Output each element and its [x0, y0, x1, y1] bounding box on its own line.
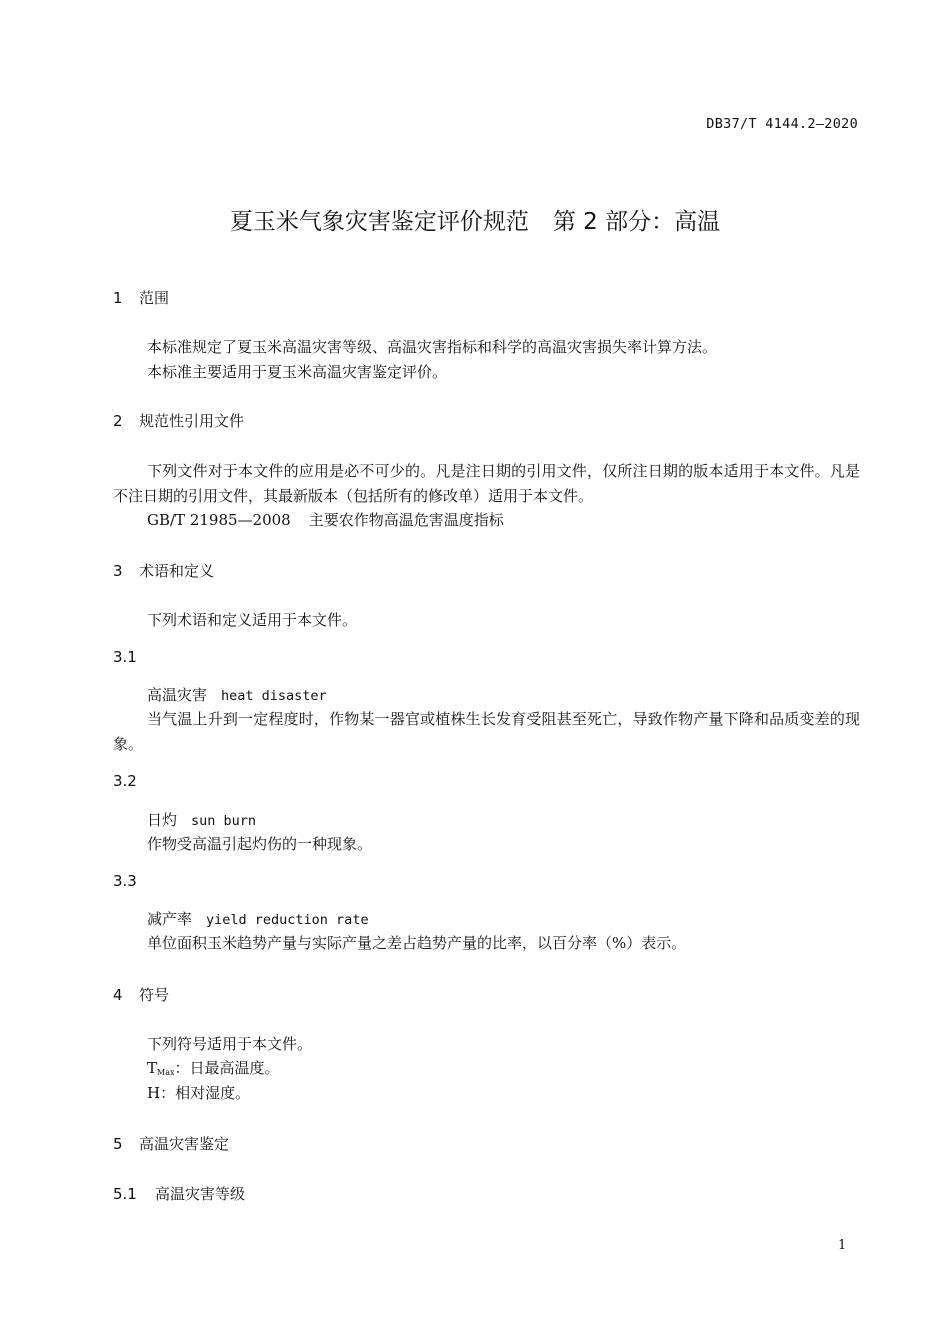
section-title: 术语和定义 — [139, 562, 215, 580]
term-definition: 作物受高温引起灼伤的一种现象。 — [147, 835, 373, 853]
section-1-paragraph-2: 本标准主要适用于夏玉米高温灾害鉴定评价。 — [147, 363, 448, 381]
term-number: 3.3 — [113, 872, 137, 890]
term-cn: 减产率 — [147, 910, 193, 928]
reference-code: GB/T 21985—2008 — [147, 511, 291, 529]
symbol: T — [147, 1059, 158, 1077]
section-1-heading — [113, 287, 169, 308]
symbol-entry — [147, 1082, 250, 1103]
section-4-intro: 下列符号适用于本文件。 — [147, 1035, 313, 1053]
term-entry — [147, 684, 327, 705]
section-5-1-heading — [113, 1183, 245, 1204]
section-title: 高温灾害等级 — [155, 1185, 246, 1203]
section-number: 2 — [113, 412, 123, 430]
section-4-heading — [113, 984, 169, 1005]
term-en: yield reduction rate — [206, 912, 369, 928]
term-entry — [147, 809, 256, 830]
term-en: sun burn — [191, 813, 257, 829]
section-3-intro: 下列术语和定义适用于本文件。 — [147, 611, 358, 629]
document-title — [0, 203, 950, 236]
symbol: H — [147, 1084, 161, 1102]
term-entry — [147, 908, 369, 929]
section-2-paragraph: 下列文件对于本文件的应用是必不可少的。凡是注日期的引用文件，仅所注日期的版本适用于本文件。凡是不注日期的引用文件，其最新版本（包括所有的修改单）适用于本文件。 — [113, 462, 860, 505]
normative-reference — [147, 509, 504, 530]
section-number: 4 — [113, 986, 123, 1004]
standard-code: DB37/T 4144.2—2020 — [706, 116, 858, 132]
title-part: 第 2 部分：高温 — [552, 209, 721, 235]
section-number: 3 — [113, 562, 123, 580]
section-number: 5 — [113, 1135, 123, 1153]
term-en: heat disaster — [221, 688, 327, 704]
section-number: 1 — [113, 289, 123, 307]
section-title: 规范性引用文件 — [139, 412, 245, 430]
symbol-subscript: Max — [157, 1068, 175, 1077]
term-cn: 高温灾害 — [147, 686, 208, 704]
section-title: 高温灾害鉴定 — [139, 1135, 230, 1153]
term-cn: 日灼 — [147, 811, 178, 829]
section-1-paragraph-1: 本标准规定了夏玉米高温灾害等级、高温灾害指标和科学的高温灾害损失率计算方法。 — [147, 338, 718, 356]
term-number: 3.2 — [113, 772, 137, 790]
term-definition: 当气温上升到一定程度时，作物某一器官或植株生长发育受阻甚至死亡，导致作物产量下降和品质变差的现象。 — [113, 710, 860, 753]
term-definition: 单位面积玉米趋势产量与实际产量之差占趋势产量的比率，以百分率（%）表示。 — [147, 934, 687, 952]
section-title: 范围 — [139, 289, 170, 307]
page-number: 1 — [838, 1238, 847, 1253]
section-2-heading — [113, 410, 244, 431]
title-main: 夏玉米气象灾害鉴定评价规范 — [229, 209, 529, 235]
section-title: 符号 — [139, 986, 170, 1004]
symbol-entry — [147, 1057, 280, 1078]
reference-title: 主要农作物高温危害温度指标 — [308, 511, 504, 529]
section-number: 5.1 — [113, 1185, 137, 1203]
symbol-description: ：日最高温度。 — [174, 1059, 280, 1077]
term-number: 3.1 — [113, 648, 137, 666]
symbol-description: ：相对湿度。 — [160, 1084, 251, 1102]
section-5-heading — [113, 1133, 229, 1154]
section-3-heading — [113, 560, 214, 581]
